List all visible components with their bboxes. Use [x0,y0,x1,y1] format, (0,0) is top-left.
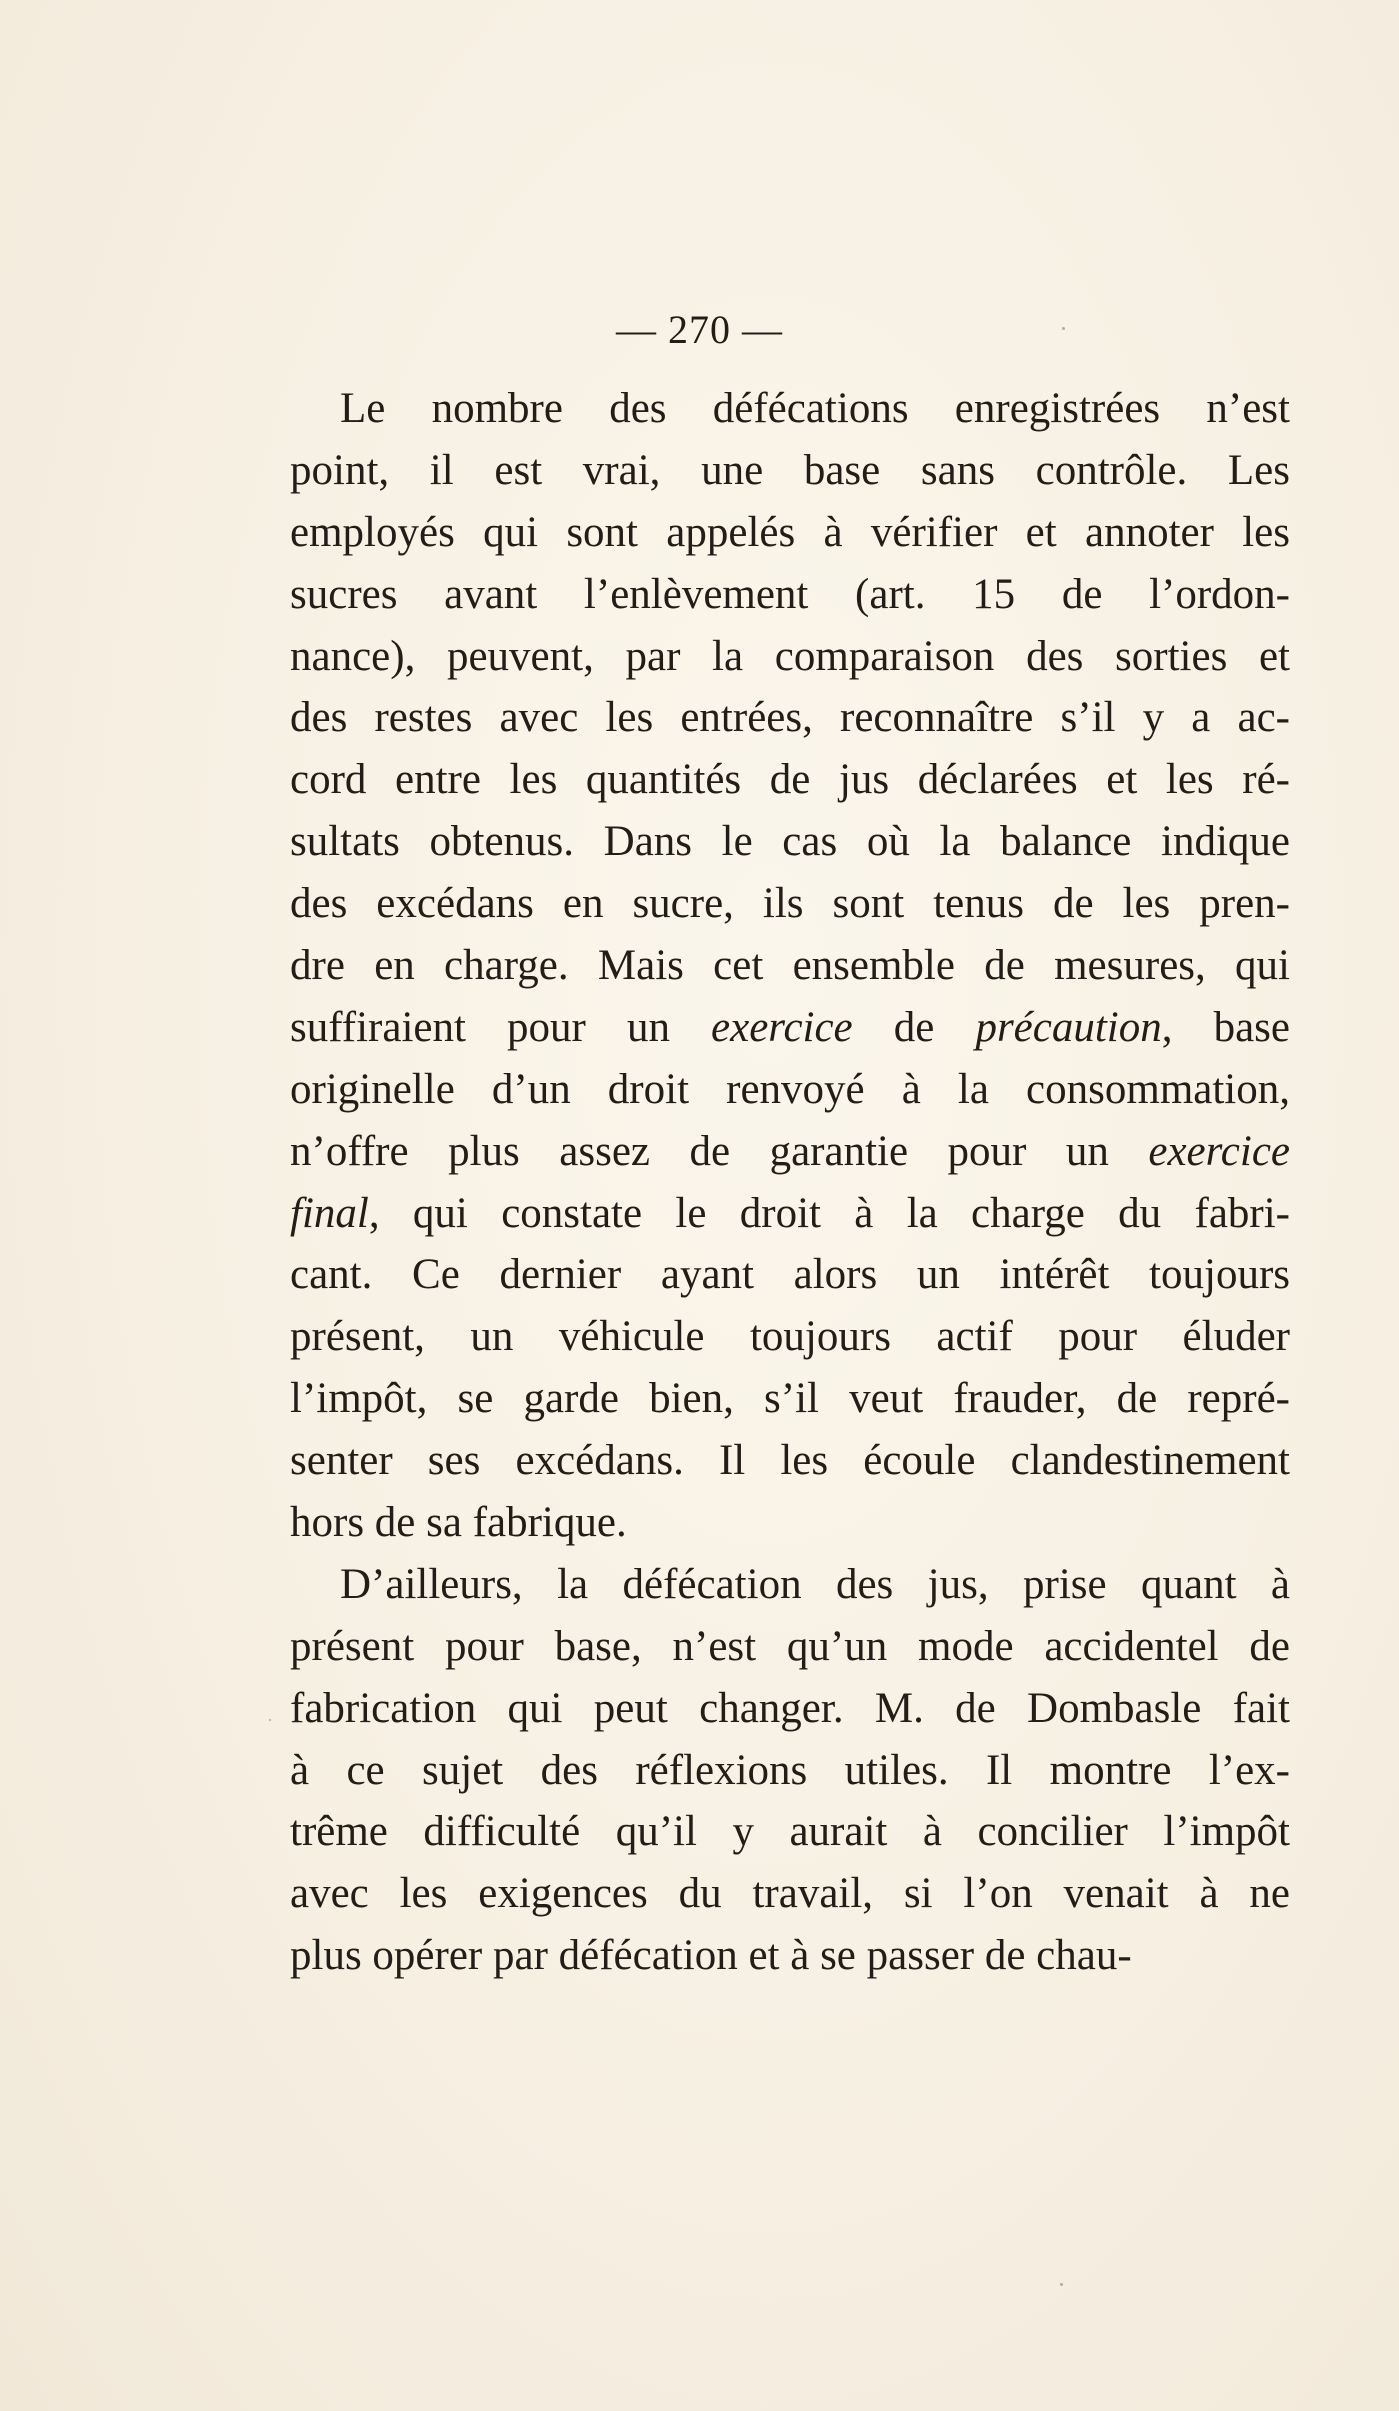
text-line [290,626,1290,688]
text-line [290,997,1290,1059]
text-segment: des excédans en sucre, ils sont tenus de les pren- [290,880,1290,928]
text-segment: sucres avant l’enlèvement (art. 15 de l’ordon- [290,570,1290,618]
text-segment: cord entre les quantités de jus déclarées et les ré- [290,756,1290,804]
text-line [290,811,1290,873]
text-line [290,1678,1290,1740]
text-segment: plus opérer par défécation et à se passer de chau- [290,1932,1132,1980]
text-line [290,1492,1290,1554]
text-segment: dre en charge. Mais cet ensemble de mesures, qui [290,942,1290,990]
paper-speck [269,1719,271,1721]
italic-term: précaution [975,1003,1162,1051]
text-line [290,749,1290,811]
text-segment: Le nombre des défécations enregistrées n’est [340,385,1290,432]
text-segment: des restes avec les entrées, reconnaître s’il y a ac- [290,694,1290,742]
text-line [290,873,1290,935]
text-line [290,1616,1290,1678]
text-segment: présent, un véhicule toujours actif pour éluder [290,1313,1290,1361]
text-segment: n’offre plus assez de garantie pour un [290,1127,1149,1175]
text-line [290,378,1290,440]
text-segment: senter ses excédans. Il les écoule clandestinement [290,1437,1290,1485]
text-line [290,935,1290,997]
text-line [290,1121,1290,1183]
text-segment: présent pour base, n’est qu’un mode accidentel de [290,1622,1290,1670]
text-line [290,1863,1290,1925]
text-line [290,1430,1290,1492]
italic-term: exercice [711,1003,853,1051]
paper-speck [1060,2283,1063,2286]
text-line [290,1183,1290,1245]
text-line [290,1740,1290,1802]
text-segment: nance), peuvent, par la comparaison des sorties et [290,632,1290,680]
text-segment: de [852,1003,976,1051]
body-text [290,378,1290,1987]
text-line [290,1368,1290,1430]
text-segment: trême difficulté qu’il y aurait à concilier l’impôt [290,1808,1290,1856]
italic-term: exercice [1148,1127,1290,1175]
text-segment: suffiraient pour un [290,1003,712,1051]
page-number: — 270 — [616,307,783,352]
text-line [290,1554,1290,1616]
text-line [290,1306,1290,1368]
text-segment: D’ailleurs, la défécation des jus, prise quant à [340,1560,1290,1608]
text-line [290,440,1290,502]
text-segment: fabrication qui peut changer. M. de Dombasle fait [290,1684,1290,1732]
text-line [290,502,1290,564]
text-line [290,687,1290,749]
text-segment: , qui constate le droit à la charge du fabri- [368,1189,1290,1237]
text-segment: hors de sa fabrique. [290,1499,627,1547]
text-segment: , base [1161,1003,1291,1051]
text-segment: l’impôt, se garde bien, s’il veut frauder, de repré- [290,1375,1290,1423]
text-segment: sultats obtenus. Dans le cas où la balance indique [290,818,1290,866]
text-segment: employés qui sont appelés à vérifier et annoter les [290,508,1290,556]
text-segment: point, il est vrai, une base sans contrôle. Les [290,446,1290,494]
paper-speck [1062,327,1065,330]
text-line [290,1925,1290,1987]
text-line [290,564,1290,626]
text-line [290,1244,1290,1306]
text-segment: originelle d’un droit renvoyé à la consommation, [290,1065,1290,1113]
text-line [290,1801,1290,1863]
text-line [290,1059,1290,1121]
italic-term: final [290,1189,369,1237]
text-segment: cant. Ce dernier ayant alors un intérêt toujours [290,1251,1290,1299]
text-segment: à ce sujet des réflexions utiles. Il montre l’ex- [290,1746,1290,1794]
text-segment: avec les exigences du travail, si l’on venait à ne [290,1870,1290,1918]
